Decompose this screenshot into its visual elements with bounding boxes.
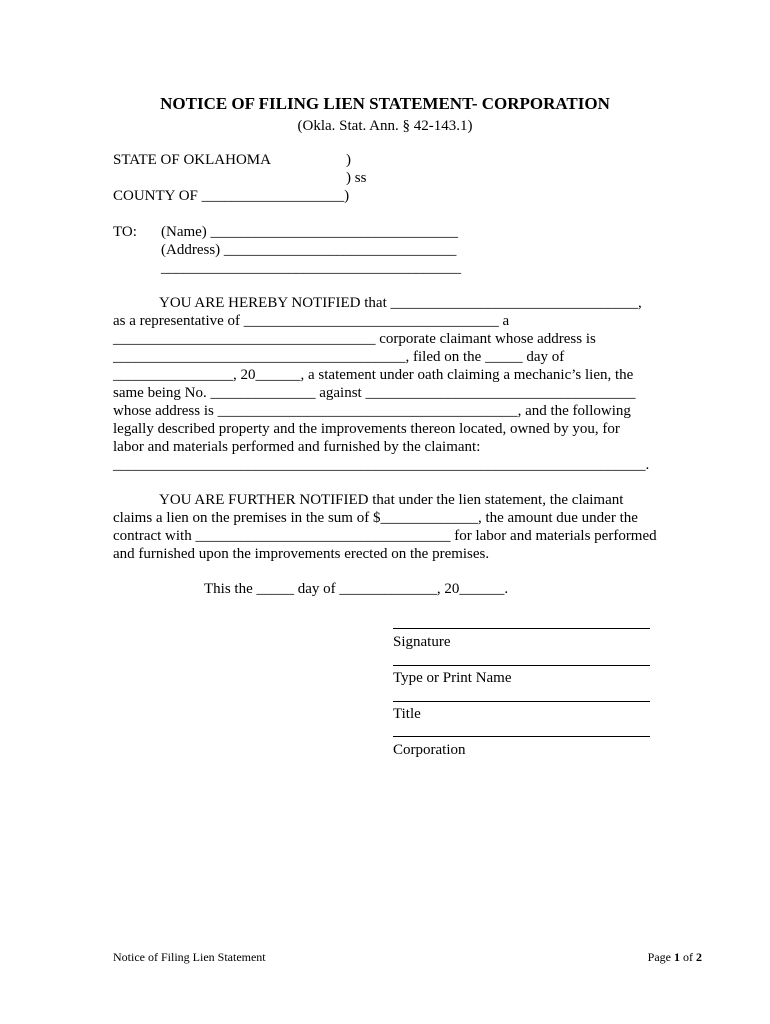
venue-ss: ) ss [346,170,367,186]
paragraph-line: YOU ARE FURTHER NOTIFIED that under the lien statement, the claimant [159,492,624,508]
title-rule [393,701,650,702]
paragraph-line: ________________, 20______, a statement under oath claiming a mechanic’s lien, the [113,367,634,383]
current-page: 1 [674,950,680,964]
total-pages: 2 [696,950,702,964]
recipient-address-field: (Address) _______________________________ [161,242,457,258]
document-title: NOTICE OF FILING LIEN STATEMENT- CORPORATION [160,94,610,113]
paragraph-line: contract with __________________________________ for labor and materials performed [113,528,657,544]
property-description-line: _______________________________________________________________________. [113,457,650,473]
recipient-name-field: (Name) _________________________________ [161,224,459,240]
paragraph-line: same being No. ______________ against ____________________________________ [113,385,636,401]
statute-citation: (Okla. Stat. Ann. § 42-143.1) [297,118,473,134]
page-of: of [680,950,696,964]
page-label: Page [647,950,674,964]
print-name-rule [393,665,650,666]
paragraph-line: labor and materials performed and furnished by the claimant: [113,439,481,455]
paragraph-line: ___________________________________ corporate claimant whose address is [113,331,596,347]
state-label: STATE OF OKLAHOMA [113,152,271,168]
print-name-label: Type or Print Name [393,670,512,686]
venue-paren: ) [346,152,351,168]
paragraph-line: whose address is ________________________________________, and the following [113,403,631,419]
corporation-label: Corporation [393,742,466,758]
county-line: COUNTY OF ___________________) [113,188,350,204]
to-label: TO: [113,224,137,240]
signature-rule [393,628,650,629]
paragraph-line: and furnished upon the improvements erected on the premises. [113,546,490,562]
paragraph-line: _______________________________________, filed on the _____ day of [113,349,565,365]
corporation-rule [393,736,650,737]
recipient-address-line2: ________________________________________ [161,260,461,276]
paragraph-line: YOU ARE HEREBY NOTIFIED that _________________________________, [159,295,642,311]
footer-document-name: Notice of Filing Lien Statement [113,950,266,964]
title-label: Title [393,706,421,722]
signature-label: Signature [393,634,451,650]
date-line: This the _____ day of _____________, 20______. [204,581,509,597]
paragraph-line: as a representative of __________________________________ a [113,313,510,329]
page-number [648,948,702,966]
paragraph-line: claims a lien on the premises in the sum of $_____________, the amount due under the [113,510,638,526]
paragraph-line: legally described property and the improvements thereon located, owned by you, for [113,421,620,437]
